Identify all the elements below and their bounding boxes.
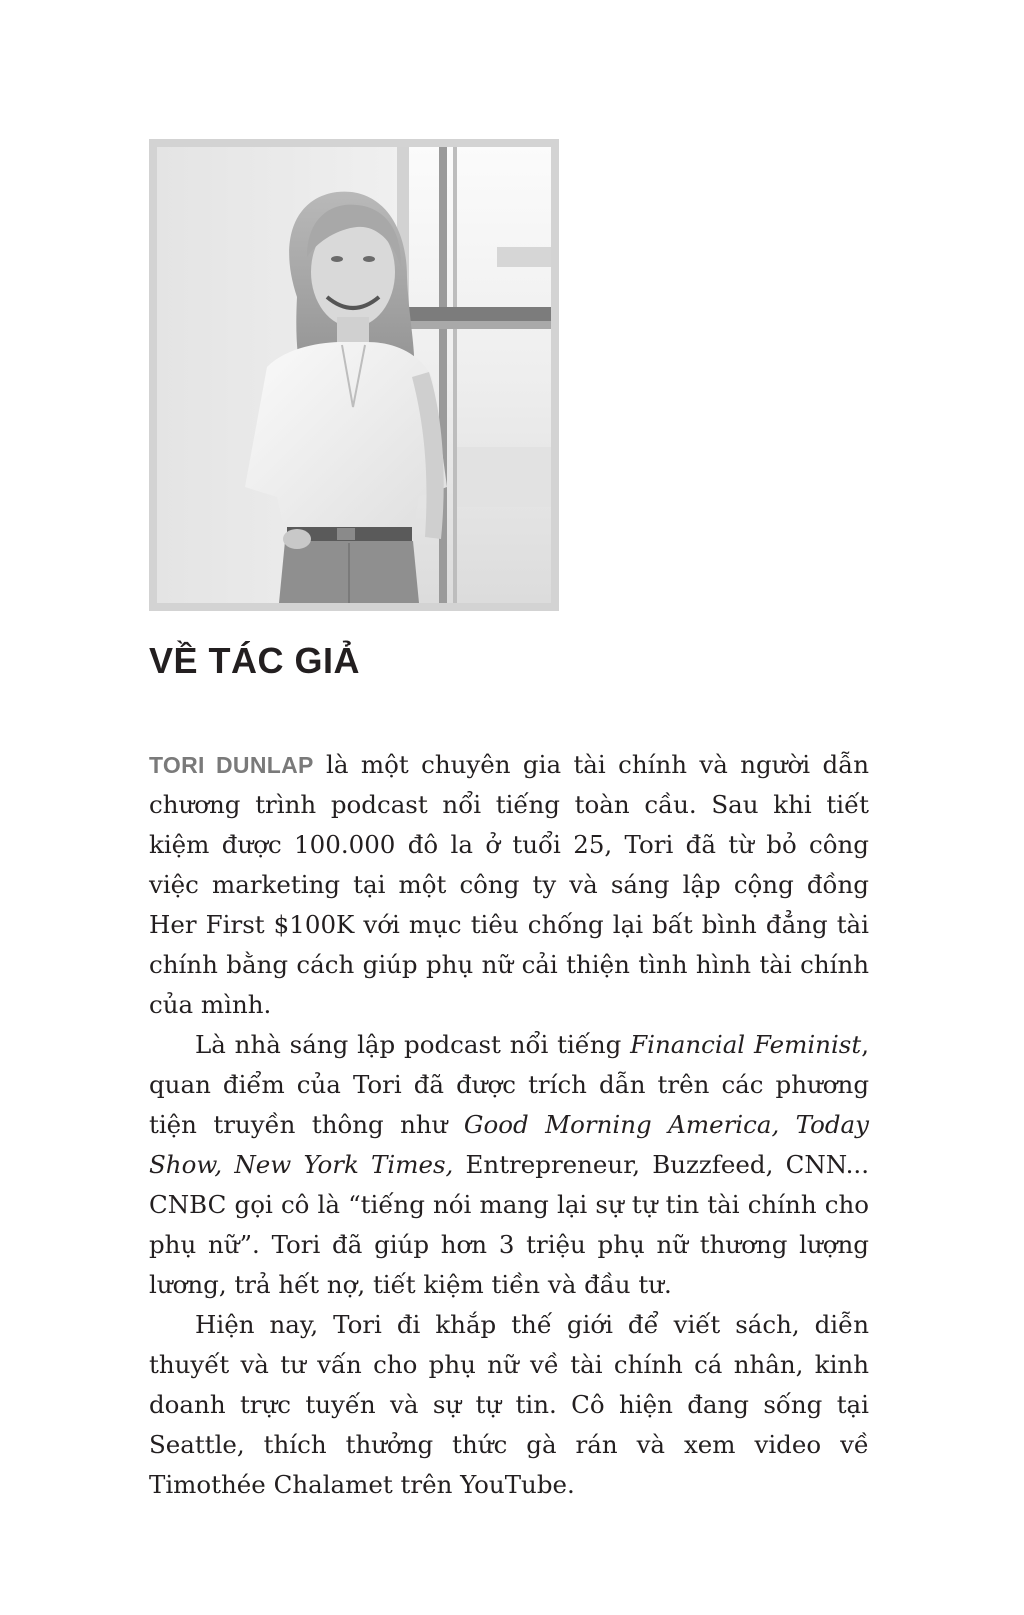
- bio-paragraph-2-text-a: Là nhà sáng lập podcast nổi tiếng: [195, 1030, 631, 1059]
- podcast-title: Financial Feminist: [630, 1030, 862, 1059]
- author-portrait-illustration: [157, 147, 551, 603]
- bio-paragraph-1-text: là một chuyên gia tài chính và người dẫn chương trình podcast nổi tiếng toàn cầu. Sau khi tiết kiệm được 100.000 đô la ở tuổi 25, Tori đã từ bỏ công việc marketing tại một công ty và sáng lập cộng đồng Her First $100K với mục tiêu chống lại bất bình đẳng tài chính bằng cách giúp phụ nữ cải thiện tình hình tài chính của mình.: [149, 750, 869, 1019]
- bio-paragraph-2-text-b: , quan điểm của Tori đã được trích dẫn trên các phương tiện truyền thông như: [149, 1030, 870, 1139]
- bio-paragraph-3-text: Hiện nay, Tori đi khắp thế giới để viết sách, diễn thuyết và tư vấn cho phụ nữ về tài chính cá nhân, kinh doanh trực tuyến và sự tự tin. Cô hiện đang sống tại Seattle, thích thưởng thức gà rán và xem video về Timothée Chalamet trên YouTube.: [149, 1310, 869, 1499]
- author-photo: [157, 147, 551, 603]
- bio-paragraph-2-text-c: Entrepreneur, Buzzfeed, CNN... CNBC gọi cô là “tiếng nói mang lại sự tự tin tài chính cho phụ nữ”. Tori đã giúp hơn 3 triệu phụ nữ thương lượng lương, trả hết nợ, tiết kiệm tiền và đầu tư.: [149, 1150, 869, 1299]
- bio-paragraph-2: [149, 1025, 869, 1305]
- media-outlets: Good Morning America, Today Show, New York Times,: [149, 1110, 869, 1179]
- page-title: VỀ TÁC GIẢ: [149, 640, 361, 681]
- bio-paragraph-1: [149, 745, 869, 1025]
- photo-frame: [149, 139, 559, 611]
- author-bio: [149, 745, 869, 1505]
- bio-paragraph-3: [149, 1305, 869, 1505]
- author-name: TORI DUNLAP: [149, 752, 314, 778]
